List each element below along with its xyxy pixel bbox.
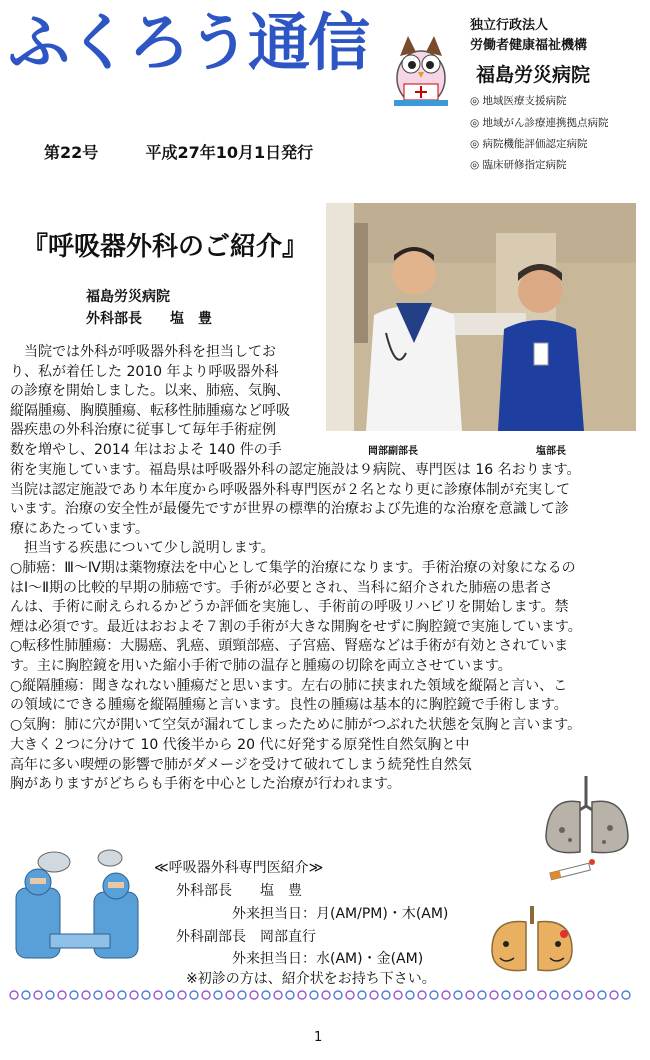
- divider-dot: [586, 991, 594, 999]
- divider-dot: [106, 991, 114, 999]
- divider-dot: [310, 991, 318, 999]
- divider-dot: [394, 991, 402, 999]
- divider-dot: [130, 991, 138, 999]
- first-visit-note: ※初診の方は、紹介状をお持ち下さい。: [186, 971, 436, 987]
- divider-dot: [454, 991, 462, 999]
- divider-dot: [274, 991, 282, 999]
- divider-dot: [382, 991, 390, 999]
- text-line: 当院では外科が呼吸器外科を担当してお: [10, 344, 276, 360]
- intro-paragraph: [10, 343, 318, 461]
- text-line: 担当する疾患について少し説明します。: [10, 540, 275, 557]
- owl-mascot-icon: [386, 30, 456, 108]
- text-line: 当院は認定施設であり本年度から呼吸器外科専門医が２名となり更に診療体制が充実して: [10, 481, 570, 498]
- text-line: の診療を開始しました。以来、肺癌、気胸、: [10, 383, 290, 400]
- text-line: はⅠ～Ⅱ期の比較的早期の肺癌です。手術が必要とされ、当科に紹介された肺癌の患者さ: [10, 579, 553, 596]
- text-line: ○縦隔腫瘍：聞きなれない腫瘍だと思います。左右の肺に挟まれた領域を縦隔と言い、こ: [10, 677, 568, 694]
- surgeons-illustration-icon: [10, 848, 150, 972]
- divider-dot: [286, 991, 294, 999]
- divider-dot: [466, 991, 474, 999]
- text-line: ○肺癌：Ⅲ～Ⅳ期は薬物療法を中心として集学的治療になります。手術治療の対象になるの: [10, 559, 576, 576]
- divider-dot: [34, 991, 42, 999]
- doctor2-name: 外科副部長 岡部直行: [176, 929, 316, 945]
- doctor1-schedule: 外来担当日：月(AM/PM)・木(AM): [232, 906, 449, 922]
- divider-dot: [262, 991, 270, 999]
- designation-item: ◎ 臨床研修指定病院: [470, 159, 567, 171]
- org-line2: 労働者健康福祉機構: [470, 38, 588, 53]
- divider-dot: [610, 991, 618, 999]
- divider-dot: [406, 991, 414, 999]
- photo-caption-left: 岡部副部長: [368, 446, 418, 457]
- text-line: 縦隔腫瘍、胸膜腫瘍、転移性肺腫瘍など呼吸: [10, 402, 290, 419]
- divider-dot: [118, 991, 126, 999]
- text-line: ○転移性肺腫瘍：大腸癌、乳癌、頭頸部癌、子宮癌、腎癌などは手術が有効とされていま: [10, 638, 569, 655]
- pneumothorax-paragraph: [10, 736, 520, 795]
- text-line: 大きく２つに分けて 10 代後半から 20 代に好発する原発性自然気胸と中: [10, 737, 470, 753]
- divider-dot: [94, 991, 102, 999]
- text-line: 高年に多い喫煙の影響で肺がダメージを受けて破れてしまう続発性自然気: [10, 756, 472, 773]
- text-line: 術を実施しています。福島県は呼吸器外科の認定施設は９病院、専門医は 16 名おります。: [10, 462, 581, 478]
- photo-caption-right: 塩部長: [536, 446, 566, 457]
- issue-number: 第22号: [44, 143, 99, 162]
- text-line: す。主に胸腔鏡を用いた縮小手術で肺の温存と腫瘍の切除を両立させています。: [10, 657, 512, 674]
- divider-dot: [442, 991, 450, 999]
- divider-dot: [190, 991, 198, 999]
- divider-dot: [46, 991, 54, 999]
- page-number: 1: [314, 1030, 323, 1045]
- doctor2-schedule: 外来担当日：水(AM)・金(AM): [232, 951, 424, 967]
- issue-date: 平成27年10月1日発行: [145, 143, 314, 162]
- divider-dot: [358, 991, 366, 999]
- divider-dot: [490, 991, 498, 999]
- issue-line: [44, 140, 313, 163]
- designation-item: ◎ 地域がん診療連携拠点病院: [470, 117, 609, 129]
- divider-dot: [166, 991, 174, 999]
- divider-dot: [154, 991, 162, 999]
- divider-dot: [58, 991, 66, 999]
- divider-dot: [70, 991, 78, 999]
- text-line: 煙は必須です。最近はおおよそ７割の手術が大きな開胸をせずに胸腔鏡で実施しています。: [10, 618, 582, 635]
- divider-dot: [478, 991, 486, 999]
- divider-dot: [202, 991, 210, 999]
- text-line: 療にあたっています。: [10, 520, 149, 537]
- divider-dot: [622, 991, 630, 999]
- specialists-title: ≪呼吸器外科専門医紹介≫: [154, 860, 324, 876]
- divider-dot: [538, 991, 546, 999]
- org-line1: 独立行政法人: [470, 18, 549, 33]
- text-line: んは、手術に耐えられるかどうか評価を実施し、手術前の呼吸リハビリを開始します。禁: [10, 599, 569, 616]
- text-line: り、私が着任した 2010 年より呼吸器外科: [10, 363, 279, 380]
- doctors-photo: [326, 203, 636, 431]
- divider-dot: [22, 991, 30, 999]
- text-line: 器疾患の外科治療に従事して毎年手術症例: [10, 422, 276, 439]
- designation-item: ◎ 地域医療支援病院: [470, 95, 567, 107]
- divider-dot: [10, 991, 18, 999]
- divider-dot: [574, 991, 582, 999]
- divider-dot: [238, 991, 246, 999]
- newsletter-title: ふくろう通信: [8, 6, 369, 79]
- divider-dot: [346, 991, 354, 999]
- divider-dot: [322, 991, 330, 999]
- lungs-character-icon: [486, 904, 578, 980]
- doctor1-name: 外科部長 塩 豊: [176, 883, 302, 899]
- hospital-name: 福島労災病院: [476, 64, 591, 86]
- divider-dot: [226, 991, 234, 999]
- designation-item: ◎ 病院機能評価認定病院: [470, 138, 588, 150]
- divider-dot: [334, 991, 342, 999]
- divider-dot: [562, 991, 570, 999]
- text-line: います。治療の安全性が最優先ですが世界の標準的治療および先進的な治療を意識して診: [10, 501, 569, 518]
- divider-dot: [430, 991, 438, 999]
- text-line: 数を増やし、2014 年はおよそ 140 件の手: [10, 441, 282, 458]
- divider-dot: [298, 991, 306, 999]
- divider-dot: [178, 991, 186, 999]
- divider-dot: [550, 991, 558, 999]
- author-title: 外科部長 塩 豊: [86, 311, 212, 327]
- article-title: 『呼吸器外科のご紹介』: [22, 232, 309, 262]
- body-paragraph: [10, 461, 638, 735]
- smoking-lungs-illustration-icon: [540, 772, 636, 882]
- text-line: の領域にできる腫瘍を縦隔腫瘍と言います。良性の腫瘍は基本的に胸腔鏡で手術します。: [10, 697, 568, 714]
- divider-dot: [514, 991, 522, 999]
- divider-dot: [370, 991, 378, 999]
- text-line: ○気胸：肺に穴が開いて空気が漏れてしまったために肺がつぶれた状態を気胸と言います。: [10, 716, 582, 733]
- divider-dot: [250, 991, 258, 999]
- author-hospital: 福島労災病院: [86, 289, 170, 305]
- divider-dot: [214, 991, 222, 999]
- divider-dot: [502, 991, 510, 999]
- divider-dot: [142, 991, 150, 999]
- decorative-divider: [8, 988, 633, 1002]
- divider-dot: [598, 991, 606, 999]
- text-line: 胸がありますがどちらも手術を中心とした治療が行われます。: [10, 776, 401, 793]
- divider-dot: [418, 991, 426, 999]
- divider-dot: [82, 991, 90, 999]
- divider-dot: [526, 991, 534, 999]
